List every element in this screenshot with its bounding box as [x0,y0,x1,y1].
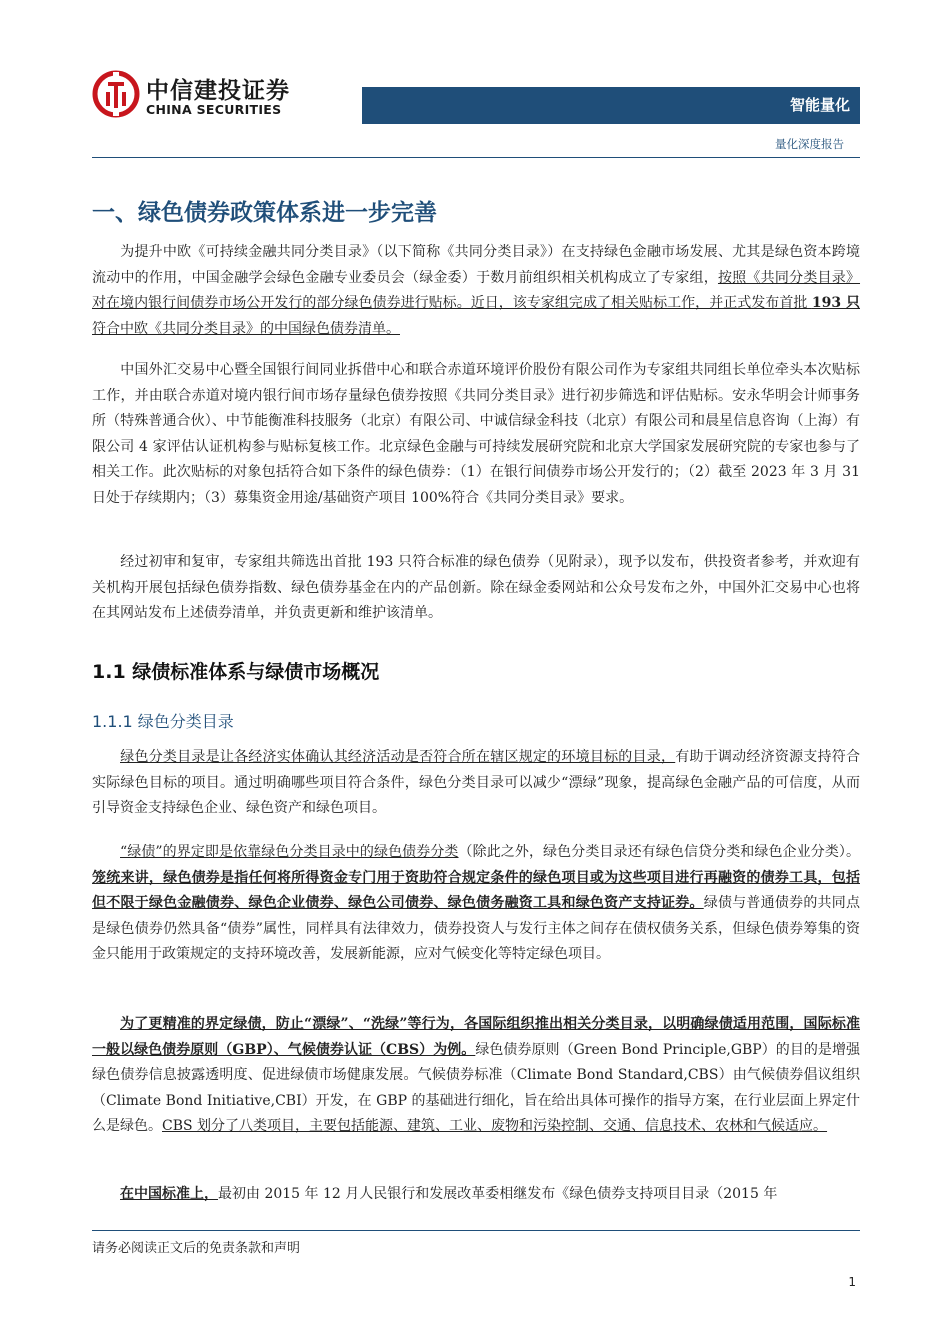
logo [92,70,312,122]
paragraph-1: 为提升中欧《可持续金融共同分类目录》（以下简称《共同分类目录》）在支持绿色金融市场发展、尤其是绿色资本跨境流动中的作用，中国金融学会绿色金融专业委员会（绿金委）于数月前组织相关机构成立了专家组，按照《共同分类目录》对在境内银行间债券市场公开发行的部分绿色债券进行贴标。近日，该专家组完成了相关贴标工作，并正式发布首批 193 只符合中欧《共同分类目录》的中国绿色债券清单。 [92,244,861,337]
logo-english-name: CHINA SECURITIES [146,102,282,117]
page-number: 1 [848,1275,856,1289]
underlined-text: 按照《共同分类目录》对在境内银行间债券市场公开发行的部分绿色债券进行贴标。近日，该专家组完成了相关贴标工作，并正式发布首批 193 只符合中欧《共同分类目录》的中国绿色债券清单。 [92,269,861,337]
section-heading: 一、绿色债券政策体系进一步完善 [92,200,437,226]
header-divider [92,157,860,158]
sub-subsection-heading: 1.1.1 绿色分类目录 [92,712,234,731]
report-type: 量化深度报告 [775,137,844,151]
header-bar [362,87,860,124]
paragraph-4: 绿色分类目录是让各经济实体确认其经济活动是否符合所在辖区规定的环境目标的目录，有助于调动经济资源支持符合实际绿色目标的项目。通过明确哪些项目符合条件，绿色分类目录可以减少“漂绿”现象，提高绿色金融产品的可信度，从而引导资金支持绿色企业、绿色资产和绿色项目。 [92,749,861,817]
paragraph-3: 经过初审和复审，专家组共筛选出首批 193 只符合标准的绿色债券（见附录），现予以发布，供投资者参考，并欢迎有关机构开展包括绿色债券指数、绿色债券基金在内的产品创新。除在绿金委网站和公众号发布之外，中国外汇交易中心也将在其网站发布上述债券清单，并负责更新和维护该清单。 [92,554,860,622]
report-category: 智能量化 [789,96,850,114]
subsection-heading: 1.1 绿债标准体系与绿债市场概况 [92,661,380,683]
paragraph-6: 为了更精准的界定绿债，防止“漂绿”、“洗绿”等行为，各国际组织推出相关分类目录，以明确绿债适用范围，国际标准一般以绿色债券原则（GBP）、气候债券认证（CBS）为例。绿色债券原则（Green Bond Principle,GBP）的目的是增强绿色债券信息披露透明度、促进绿债市场健康发展。气候债券标准（Climate Bond Standard,CBS）由气候债券倡议组织（Climate Bond Initiative,CBI）开发，在 GBP 的基础进行细化，旨在给出具体可操作的指导方案，在行业层面上界定什么是绿色。CBS 划分了八类项目，主要包括能源、建筑、工业、废物和污染控制、交通、信息技术、农林和气候适应。 [92,1016,860,1135]
disclaimer-notice: 请务必阅读正文后的免责条款和声明 [92,1241,301,1256]
footer-divider [92,1230,860,1231]
paragraph-7: 在中国标准上，最初由 2015 年 12 月人民银行和发展改革委相继发布《绿色债券支持项目目录（2015 年 [120,1186,778,1202]
paragraph-2: 中国外汇交易中心暨全国银行间同业拆借中心和联合赤道环境评价股份有限公司作为专家组共同组长单位牵头本次贴标工作，并由联合赤道对境内银行间市场存量绿色债券按照《共同分类目录》进行初步筛选和评估贴标。安永华明会计师事务所（特殊普通合伙）、中节能衡准科技服务（北京）有限公司、中诚信绿金科技（北京）有限公司和晨星信息咨询（上海）有限公司 4 家评估认证机构参与贴标复核工作。北京绿色金融与可持续发展研究院和北京大学国家发展研究院的专家也参与了相关工作。此次贴标的对象包括符合如下条件的绿色债券：（1）在银行间债券市场公开发行的；（2）截至 2023 年 3 月 31 日处于存续期内；（3）募集资金用途/基础资产项目 100%符合《共同分类目录》要求。 [92,362,860,506]
citic-logo-icon [92,70,140,118]
logo-chinese-name: 中信建投证券 [146,78,290,104]
paragraph-5: “绿债”的界定即是依靠绿色分类目录中的绿色债券分类（除此之外，绿色分类目录还有绿色信贷分类和绿色企业分类）。笼统来讲，绿色债券是指任何将所得资金专门用于资助符合规定条件的绿色项目或为这些项目进行再融资的债券工具，包括但不限于绿色金融债券、绿色企业债券、绿色公司债券、绿色债务融资工具和绿色资产支持证券。绿债与普通债券的共同点是绿色债券仍然具备“债券”属性，同样具有法律效力，债券投资人与发行主体之间存在债权债务关系，但绿色债券筹集的资金只能用于政策规定的支持环境改善，发展新能源，应对气候变化等特定绿色项目。 [92,844,860,963]
